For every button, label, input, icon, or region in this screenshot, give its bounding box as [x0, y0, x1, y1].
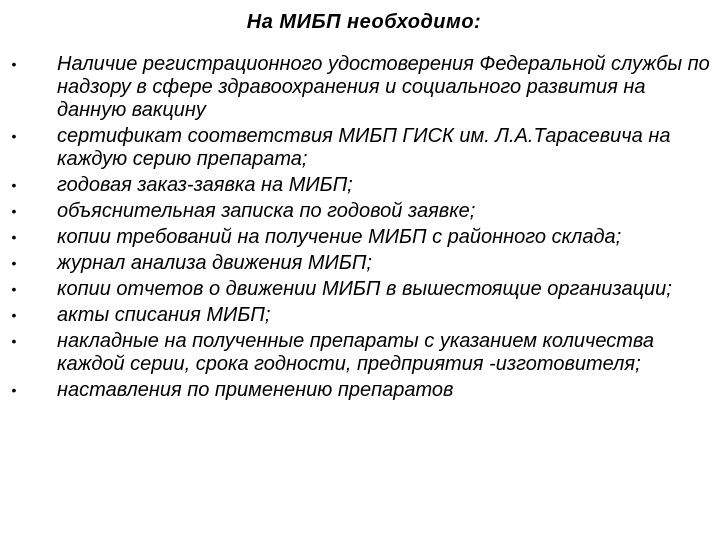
- bullet-icon: •: [11, 229, 17, 245]
- list-item-text: журнал анализа движения МИБП;: [57, 252, 372, 274]
- list-item-text: объяснительная записка по годовой заявке;: [57, 200, 476, 222]
- list-item: [0, 226, 720, 249]
- list-item: [0, 252, 720, 275]
- list-item: [0, 278, 720, 301]
- list-item: [0, 174, 720, 197]
- list-item-text: годовая заказ-заявка на МИБП;: [57, 174, 353, 196]
- list-item: [0, 379, 720, 402]
- slide-title-text: На МИБП необходимо:: [246, 11, 482, 33]
- bullet-icon: •: [11, 382, 17, 398]
- list-item-text: копии отчетов о движении МИБП в вышестоящие организации;: [57, 278, 672, 300]
- bullet-icon: •: [11, 177, 17, 193]
- bullet-icon: •: [11, 281, 17, 297]
- list-item-text: накладные на полученные препараты с указанием количества каждой серии, срока годности, предприятия -изготовителя;: [57, 330, 655, 375]
- bullet-icon: •: [11, 128, 17, 144]
- slide-title: [0, 10, 720, 34]
- list-item-text: Наличие регистрационного удостоверения Федеральной службы по надзору в сфере здравоохранения и социального развития на данную вакцину: [57, 53, 710, 121]
- list-item-text: копии требований на получение МИБП с районного склада;: [57, 226, 622, 248]
- list-item: [0, 125, 720, 171]
- bullet-icon: •: [11, 255, 17, 271]
- list-item-text: акты списания МИБП;: [57, 304, 271, 326]
- bullet-icon: •: [11, 307, 17, 323]
- bullet-icon: •: [11, 56, 17, 72]
- list-item: [0, 304, 720, 327]
- list-item-text: наставления по применению препаратов: [57, 379, 454, 401]
- list-item: [0, 53, 720, 122]
- list-item-text: сертификат соответствия МИБП ГИСК им. Л.А.Тарасевича на каждую серию препарата;: [57, 125, 671, 170]
- bullet-icon: •: [11, 203, 17, 219]
- bullet-icon: •: [11, 333, 17, 349]
- list-item: [0, 200, 720, 223]
- requirements-list: [0, 53, 720, 404]
- list-item: [0, 330, 720, 376]
